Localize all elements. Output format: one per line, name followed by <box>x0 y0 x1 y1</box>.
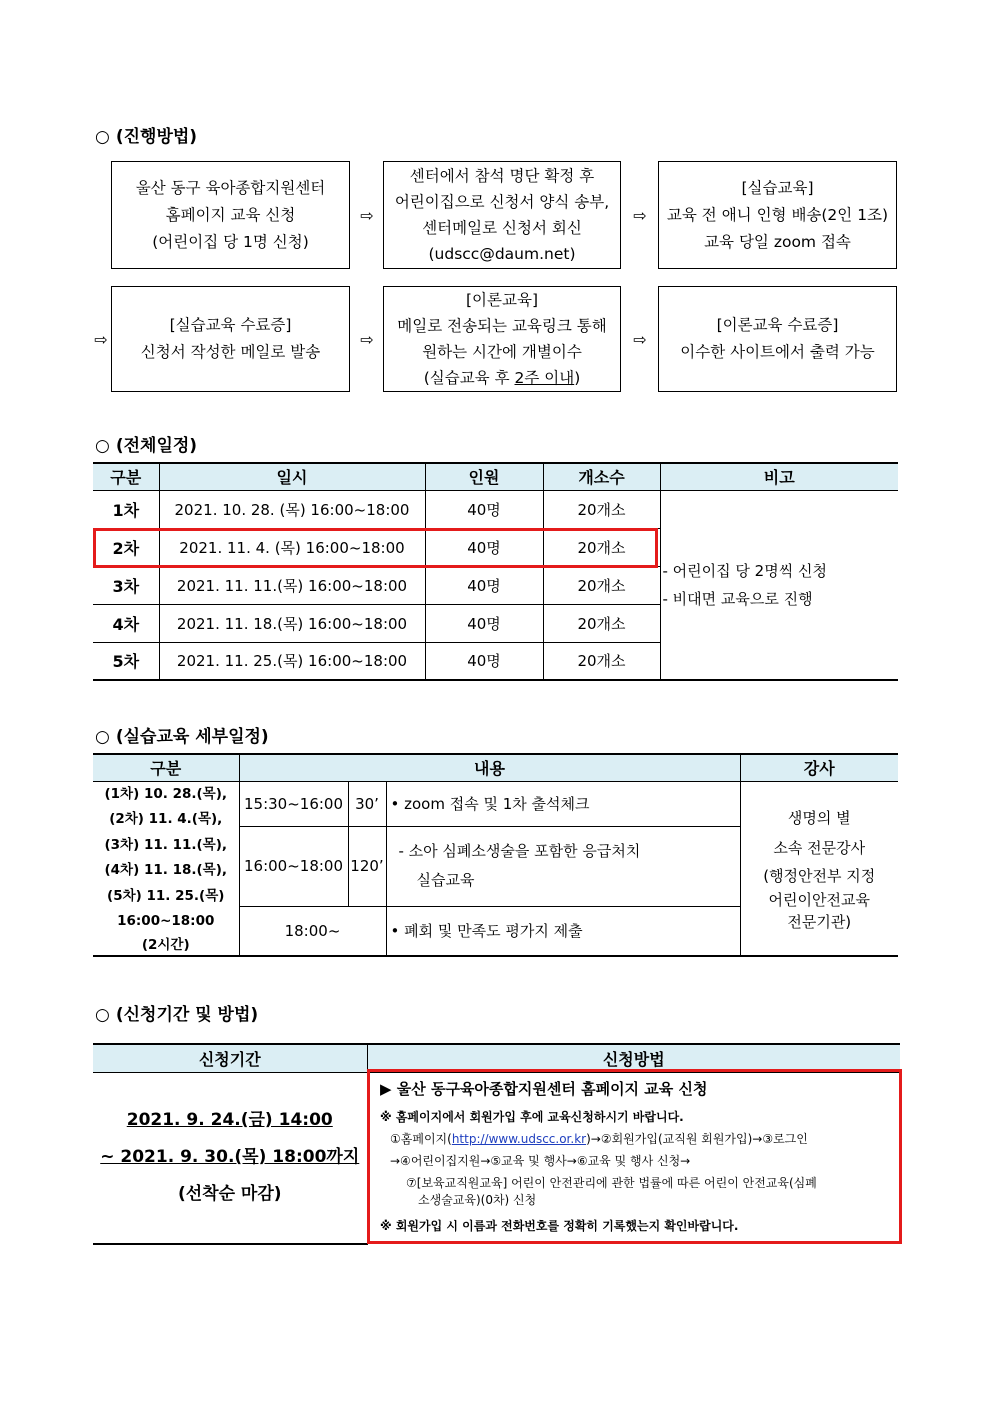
period-end: ~ 2021. 9. 30.(목) 18:00까지 <box>100 1147 360 1168</box>
arrow-right-icon: ⇨ <box>360 330 374 349</box>
col-header-content: 내용 <box>239 754 740 781</box>
instructor-line: 어린이안전교육 <box>768 891 870 910</box>
table-row <box>93 490 898 528</box>
date-line: (1차) 10. 28.(목), <box>104 785 227 802</box>
cell-period <box>93 1072 367 1244</box>
cell-datetime: 2021. 11. 11.(목) 16:00~18:00 <box>159 566 425 604</box>
cell-duration: 120’ <box>348 826 386 906</box>
cell-people: 40명 <box>425 490 543 528</box>
cell-datetime: 2021. 11. 4. (목) 16:00~18:00 <box>159 528 425 566</box>
col-header-people: 인원 <box>425 463 543 490</box>
cell-people: 40명 <box>425 604 543 642</box>
cell-round: 1차 <box>93 490 159 528</box>
method-step-line: →④어린이집지원→⑤교육 및 행사→⑥교육 및 행사 신청→ <box>390 1154 691 1168</box>
method-note: ※ 회원가입 시 이름과 전화번호를 정확히 기록했는지 확인바랍니다. <box>380 1219 739 1233</box>
cell-content: • zoom 접속 및 1차 출석체크 <box>386 781 740 826</box>
cell-round: 5차 <box>93 642 159 680</box>
instructor-line: 전문기관) <box>787 913 852 932</box>
cell-round: 3차 <box>93 566 159 604</box>
period-start: 2021. 9. 24.(금) 14:00 <box>126 1110 333 1131</box>
cell-datetime: 2021. 11. 18.(목) 16:00~18:00 <box>159 604 425 642</box>
method-step-line: 소생술교육)(0차) 신청 <box>418 1193 537 1207</box>
date-line: 16:00~18:00 <box>117 913 215 930</box>
arrow-right-icon: ⇨ <box>94 330 108 349</box>
section-title-schedule: ○ (전체일정) <box>95 436 198 456</box>
date-line: (2차) 11. 4.(목), <box>109 811 223 828</box>
col-header-period: 신청기간 <box>93 1044 367 1072</box>
section-title-apply: ○ (신청기간 및 방법) <box>95 1005 259 1025</box>
note-line: - 어린이집 당 2명씩 신청 <box>662 561 827 580</box>
col-header-note: 비고 <box>660 463 898 490</box>
cell-duration: 30’ <box>348 781 386 826</box>
flow-step-1: 울산 동구 육아종합지원센터 홈페이지 교육 신청 (어린이집 당 1명 신청) <box>111 161 350 269</box>
cell-round: 2차 <box>93 528 159 566</box>
cell-datetime: 2021. 11. 25.(목) 16:00~18:00 <box>159 642 425 680</box>
method-step-line: ①홈페이지(http://www.udscc.or.kr)→②회원가입(교직원 회원가입)→③로그인 <box>390 1132 808 1146</box>
cell-note <box>660 490 898 680</box>
cell-sites: 20개소 <box>543 566 660 604</box>
flow-step-5: [이론교육] 메일로 전송되는 교육링크 통해 원하는 시간에 개별이수 (실습교육 후 2주 이내) <box>383 286 621 392</box>
content-line: 실습교육 <box>416 871 475 889</box>
cell-people: 40명 <box>425 642 543 680</box>
date-line: (3차) 11. 11.(목), <box>104 836 227 853</box>
cell-people: 40명 <box>425 566 543 604</box>
arrow-right-icon: ⇨ <box>633 330 647 349</box>
cell-time: 15:30~16:00 <box>239 781 348 826</box>
period-note: (선착순 마감) <box>177 1184 282 1205</box>
instructor-line: (행정안전부 지정 <box>763 867 876 886</box>
col-header-round: 구분 <box>93 463 159 490</box>
flow-step-4: [실습교육 수료증] 신청서 작성한 메일로 발송 <box>111 286 350 392</box>
arrow-right-icon: ⇨ <box>360 206 374 225</box>
instructor-line: 소속 전문강사 <box>773 839 866 858</box>
flow-step-2: 센터에서 참석 명단 확정 후 어린이집으로 신청서 양식 송부, 센터메일로 신청서 회신 (udscc@daum.net) <box>383 161 621 269</box>
flow-step-6: [이론교육 수료증] 이수한 사이트에서 출력 가능 <box>658 286 897 392</box>
date-line: (4차) 11. 18.(목), <box>104 862 227 879</box>
table-row <box>93 781 898 826</box>
cell-content <box>386 826 740 906</box>
date-line: (5차) 11. 25.(목) <box>107 887 225 904</box>
cell-dates <box>93 781 239 956</box>
method-step-line: ⑦[보육교직원교육] 어린이 안전관리에 관한 법률에 따른 어린이 안전교육(심폐 <box>406 1176 817 1190</box>
col-header-method: 신청방법 <box>367 1044 900 1072</box>
section-title-process: ○ (진행방법) <box>95 127 198 147</box>
cell-datetime: 2021. 10. 28. (목) 16:00~18:00 <box>159 490 425 528</box>
cell-sites: 20개소 <box>543 642 660 680</box>
schedule-table <box>93 462 898 681</box>
apply-method-box <box>367 1069 902 1244</box>
col-header-category: 구분 <box>93 754 239 781</box>
method-heading: ▶ 울산 동구육아종합지원센터 홈페이지 교육 신청 <box>380 1080 708 1098</box>
col-header-sites: 개소수 <box>543 463 660 490</box>
col-header-instructor: 강사 <box>740 754 898 781</box>
method-note: ※ 홈페이지에서 회원가입 후에 교육신청하시기 바랍니다. <box>380 1110 684 1124</box>
flow-step-3: [실습교육] 교육 전 애니 인형 배송(2인 1조) 교육 당일 zoom 접속 <box>658 161 897 269</box>
practice-table <box>93 753 898 957</box>
cell-sites: 20개소 <box>543 490 660 528</box>
cell-content: • 폐회 및 만족도 평가지 제출 <box>386 906 740 956</box>
arrow-right-icon: ⇨ <box>633 206 647 225</box>
cell-people: 40명 <box>425 528 543 566</box>
col-header-datetime: 일시 <box>159 463 425 490</box>
note-line: - 비대면 교육으로 진행 <box>662 589 813 608</box>
cell-round: 4차 <box>93 604 159 642</box>
cell-time: 18:00~ <box>239 906 386 956</box>
flow-step-5-deadline: (실습교육 후 2주 이내) <box>423 369 581 387</box>
instructor-line: 생명의 별 <box>787 809 851 828</box>
cell-sites: 20개소 <box>543 528 660 566</box>
cell-time: 16:00~18:00 <box>239 826 348 906</box>
section-title-practice: ○ (실습교육 세부일정) <box>95 727 269 747</box>
cell-instructor <box>740 781 898 956</box>
content-line: - 소아 심폐소생술을 포함한 응급처치 <box>398 842 641 860</box>
date-line: (2시간) <box>141 936 190 953</box>
cell-sites: 20개소 <box>543 604 660 642</box>
homepage-link[interactable]: http://www.udscc.or.kr <box>451 1132 587 1146</box>
